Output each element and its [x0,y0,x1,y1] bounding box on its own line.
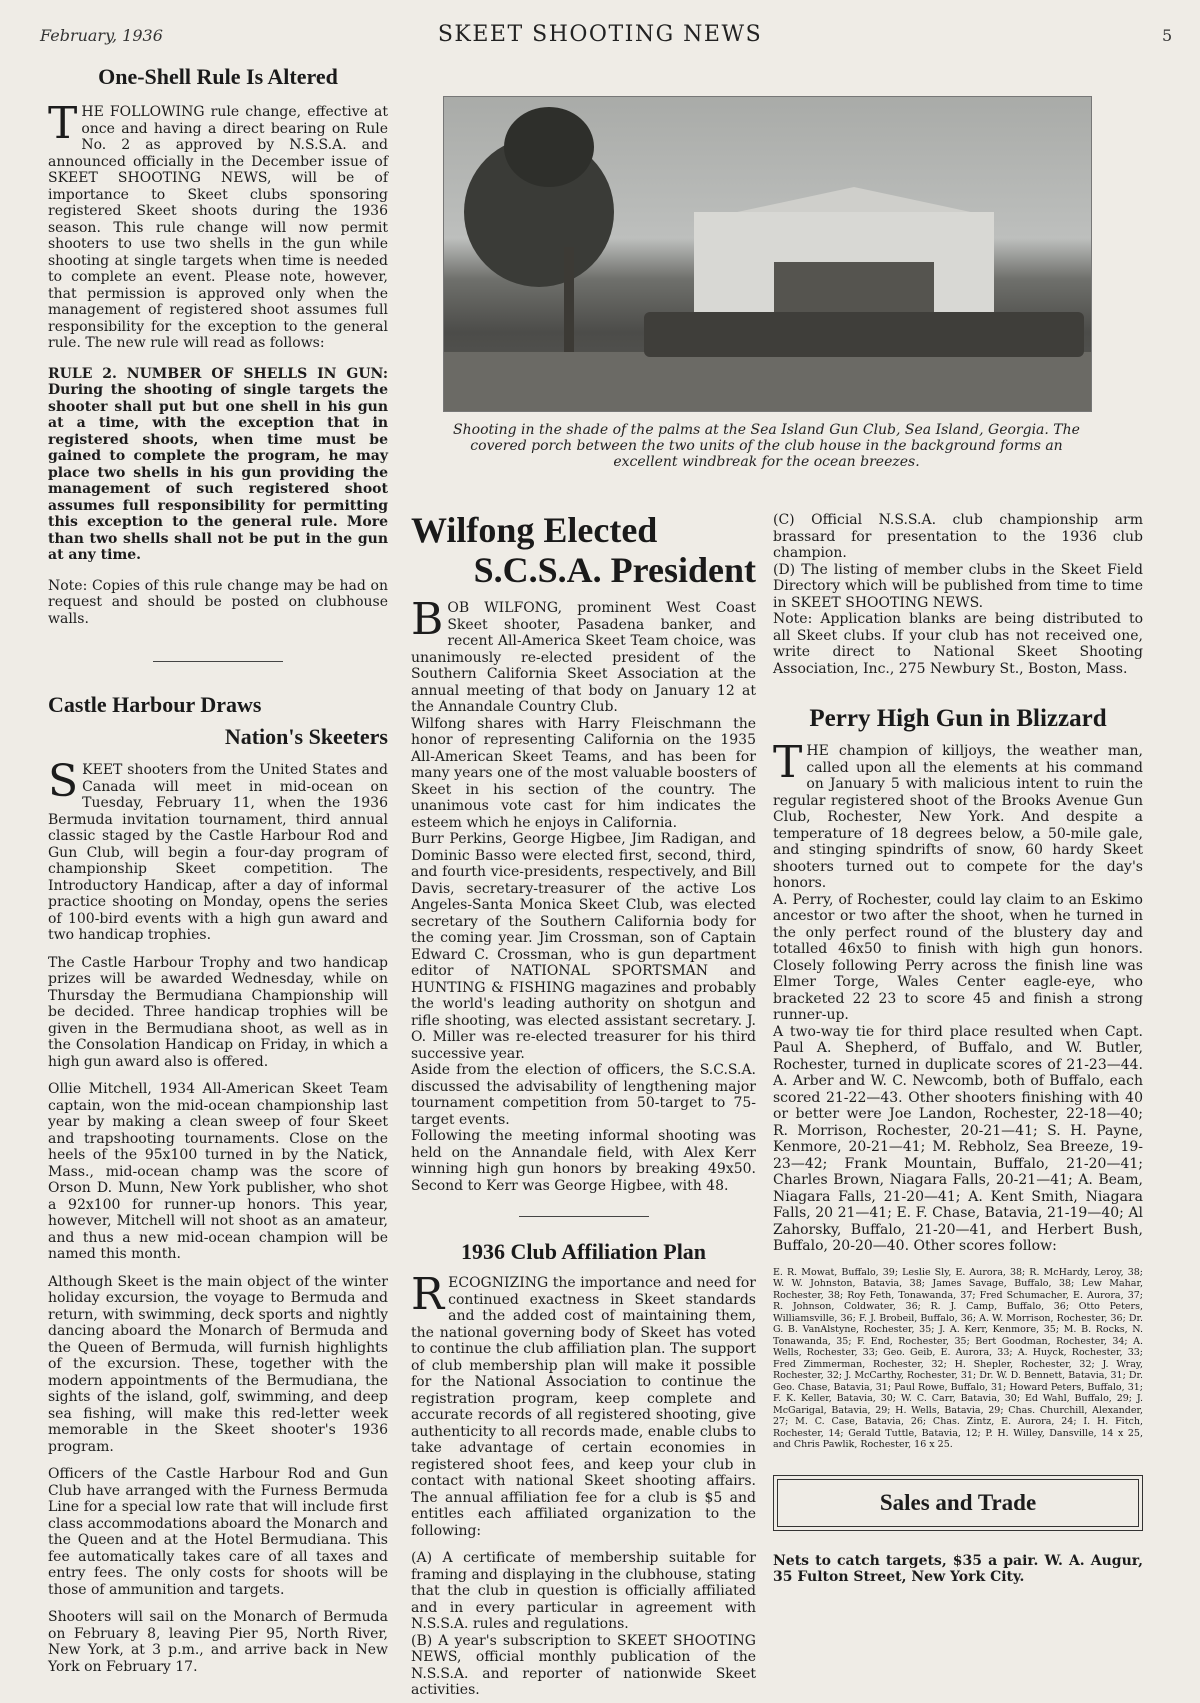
article-paragraph: A. Perry, of Rochester, could lay claim to an Eskimo ancestor or two after the shoot, when he turned in the only perfect round of the blustery day and totalled 46x50 to finish with high gun honors. Closely following Perry across the finish line was Elmer Torge, Wales Center eagle-eye, who bracketed 22 23 to score 45 and finish a strong runner-up. [773,891,1143,1023]
article-wilfong [411,510,756,1194]
article-one-shell-rule [48,64,388,627]
drop-cap: T [773,737,803,788]
article-paragraph: RECOGNIZING the importance and need for continued exactness in Skeet standards and the added cost of maintaining them, the national governing body of Skeet has voted to continue the club affiliation plan. The support of club membership plan will make it possible for the National Association to continue the registration program, keep complete and accurate records of all registered shooting, give authenticity to all records made, enable clubs to take advantage of certain economies in registered shoot fees, and keep your club in contact with national Skeet shooting affairs. The annual affiliation fee for a club is $5 and entitles each affiliated organization to the following: [411,1269,756,1539]
classified-ad: Nets to catch targets, $35 a pair. W. A. Augur, 35 Fulton Street, New York City. [773,1552,1143,1585]
article-paragraph: Aside from the election of officers, the S.C.S.A. discussed the advisability of lengthening major tournament competition from 50-target to 75-target events. [411,1062,756,1128]
drop-cap: T [48,98,78,149]
article-paragraph: Burr Perkins, George Higbee, Jim Radigan, and Dominic Basso were elected first, second, third, and fourth vice-presidents, respectively, and Bill Davis, secretary-treasurer of the active Los Angeles-Santa Monica Skeet Club, was elected secretary of the Southern California body for the coming year. Jim Crossman, son of Captain Edward C. Crossman, who is gun department editor of NATIONAL SPORTSMAN and HUNTING & FISHING magazines and probably the world's leading authority on shotgun and rifle shooting, was elected assistant secretary. J. O. Miller was re-elected treasurer for his third successive year. [411,831,756,1062]
page-number: 5 [1162,26,1173,45]
article-paragraph: (B) A year's subscription to SKEET SHOOTING NEWS, official monthly publication of the N.S.S.A. and reporter of nationwide Skeet activities. [411,1632,756,1698]
article-paragraph: BOB WILFONG, prominent West Coast Skeet shooter, Pasadena banker, and recent All-America Skeet Team choice, was unanimously re-elected president of the Southern California Skeet Association at the annual meeting of that body on January 12 at the Annandale Country Club. [411,594,756,715]
gun-club-photo [443,96,1092,412]
article-paragraph: Although Skeet is the main object of the winter holiday excursion, the voyage to Bermuda and return, with swimming, deck sports and nightly dancing aboard the Monarch of Bermuda and the Queen of Bermuda, will furnish highlights of the excursion. These, together with the modern appointments of the Bermudiana, the sights of the island, golf, swimming, and deep sea fishing, will make this red-letter week memorable in the Skeet shooter's 1936 program. [48,1273,388,1455]
article-paragraph: (D) The listing of member clubs in the Skeet Field Directory which will be published from time to time in SKEET SHOOTING NEWS. [773,561,1143,611]
article-paragraph: A two-way tie for third place resulted when Capt. Paul A. Shepherd, of Buffalo, and W. Butler, Rochester, turned in duplicate scores of 21-23—44. A. Arber and W. C. Newcomb, both of Buffalo, each scored 21-22—43. Other shooters finishing with 40 or better were Joe Landon, Rochester, 22-18—40; R. Morrison, Rochester, 20-21—41; S. H. Payne, Kenmore, 20-21—41; M. Rebholz, Sea Breeze, 19-23—42; Frank Mountain, Buffalo, 21-20—41; Charles Brown, Niagara Falls, 20-21—41; A. Beam, Niagara Falls, 21-20—41; A. Kent Smith, Niagara Falls, 20 21—41; E. F. Chase, Batavia, 21-19—40; Al Zahorsky, Buffalo, 21-20—41, and Herbert Bush, Buffalo, 20-20—40. Other scores follow: [773,1023,1143,1254]
photo-block [443,96,1090,470]
article-paragraph: Shooters will sail on the Monarch of Bermuda on February 8, leaving Pier 95, North River, New York, at 3 p.m., and arrive back in New York on February 17. [48,1609,388,1675]
article-paragraph: The Castle Harbour Trophy and two handicap prizes will be awarded Wednesday, while on Thursday the Bermudiana Championship will be decided. Three handicap trophies will be given in the Bermudiana shoot, as well as in the Consolation Handicap on Friday, in which a high gun award also is offered. [48,954,388,1070]
sales-title: Sales and Trade [777,1479,1139,1527]
article-paragraph: SKEET shooters from the United States and Canada will meet in mid-ocean on Tuesday, February 11, when the 1936 Bermuda invitation tournament, third annual classic staged by the Castle Harbour Rod and Gun Club, will begin a four-day program of championship Skeet competition. The Introductory Handicap, after a day of informal practice shooting on Monday, opens the series of 100-bird events with a high gun award and two handicap trophies. [48,756,388,943]
article-club-affiliation [411,1239,756,1699]
score-list: E. R. Mowat, Buffalo, 39; Leslie Sly, E. Aurora, 38; R. McHardy, Leroy, 38; W. W. Johnston, Batavia, 38; James Savage, Buffalo, 38; Lew Mahar, Rochester, 38; Roy Feth, Tonawanda, 37; Fred Schumacher, E. Aurora, 37; R. Johnson, Coldwater, 36; R. J. Camp, Buffalo, 36; Otto Peters, Williamsville, 36; F. J. Brobeil, Buffalo, 36; A. W. Morrison, Rochester, 36; Dr. G. B. VanAlstyne, Rochester, 35; J. A. Kerr, Kenmore, 35; M. B. Rocks, N. Tonawanda, 35; F. End, Rochester, 35; Bert Goodman, Rochester, 34; A. Wells, Rochester, 33; Geo. Geib, E. Aurora, 33; A. Huyck, Rochester, 33; Fred Zimmerman, Rochester, 32; H. Shepler, Rochester, 32; J. Wray, Rochester, 32; J. McCarthy, Rochester, 31; Dr. W. D. Bennett, Batavia, 31; Dr. Geo. Chase, Batavia, 31; Paul Rowe, Buffalo, 31; Howard Peters, Buffalo, 31; F. K. Keller, Batavia, 30; W. C. Carr, Batavia, 30; Ed Wahl, Buffalo, 29; J. McGarigal, Batavia, 29; H. Wells, Batavia, 29; Chas. Churchill, Alexander, 27; M. C. Case, Batavia, 26; Chas. Zintz, E. Aurora, 24; I. H. Fitch, Rochester, 14; Gerald Tuttle, Batavia, 12; P. H. Willey, Dansville, 14 x 25, and Chris Pawlik, Rochester, 16 x 25. [773,1266,1143,1450]
article-paragraph: (A) A certificate of membership suitable for framing and displaying in the clubhouse, stating that the club in question is officially affiliated and in every particular in agreement with N.S.S.A. rules and regulations. [411,1550,756,1632]
article-castle-harbour [48,692,388,1675]
palm-trunk [564,247,574,357]
photo-caption: Shooting in the shade of the palms at the Sea Island Gun Club, Sea Island, Georgia. The covered porch between the two units of the club house in the background forms an excellent windbreak for the ocean breezes. [453,422,1080,470]
article-paragraph: THE FOLLOWING rule change, effective at once and having a direct bearing on Rule No. 2 as approved by N.S.S.A. and announced officially in the December issue of SKEET SHOOTING NEWS, will be of importance to Skeet clubs sponsoring registered Skeet shoots during the 1936 season. This rule change will now permit shooters to use two shells in the gun while shooting at single targets when time is needed to complete an event. Please note, however, that permission is approved only when the management of registered shoot assumes full responsibility for the exception to the general rule. The new rule will read as follows: [48,98,388,351]
rule-text: RULE 2. NUMBER OF SHELLS IN GUN: During the shooting of single targets the shooter shall put but one shell in his gun at a time, with the exception that in registered shoots, when time must be gained to complete the program, he may place two shells in his gun providing the management of such registered shoot assumes full responsibility for permitting this exception to the general rule. More than two shells shall not be put in the gun at any time. [48,365,388,563]
divider [519,1216,649,1217]
column-middle [411,510,756,1699]
drop-cap: S [48,756,79,807]
article-paragraph: Officers of the Castle Harbour Rod and Gun Club have arranged with the Furness Bermuda Line for a special low rate that will include first class accommodations aboard the Monarch and the Queen and at the Hotel Bermudiana. This fee automatically takes care of all taxes and entry fees. The only costs for shoots will be those of ammunition and targets. [48,1466,388,1598]
column-left [48,58,388,1675]
drop-cap: B [411,594,444,645]
article-title-line2: S.C.S.A. President [473,550,756,590]
article-title-line1: Wilfong Elected [411,510,658,550]
article-note: Note: Copies of this rule change may be had on request and should be posted on clubhouse walls. [48,577,388,627]
article-note: Note: Application blanks are being distributed to all Skeet clubs. If your club has not received one, write direct to National Skeet Shooting Association, Inc., 275 Newbury St., Boston, Mass. [773,611,1143,677]
article-paragraph: Following the meeting informal shooting was held on the Annandale field, with Alex Kerr winning high gun honors by breaking 49x50. Second to Kerr was George Higbee, with 48. [411,1128,756,1194]
article-paragraph: (C) Official N.S.S.A. club championship arm brassard for presentation to the 1936 club champion. [773,512,1143,561]
article-perry [773,705,1143,1451]
article-title-line1: Castle Harbour Draws [48,692,262,717]
issue-date: February, 1936 [40,26,163,45]
masthead-title: SKEET SHOOTING NEWS [437,22,763,47]
crowd [644,312,1084,357]
article-title: 1936 Club Affiliation Plan [460,1239,707,1264]
divider [153,661,283,662]
article-paragraph: Wilfong shares with Harry Fleischmann the honor of representing California on the 1935 All-American Skeet Teams, and has been for many years one of the most valuable boosters of Skeet in his section of the country. The unanimous vote cast for him indicates the esteem which he enjoys in California. [411,715,756,831]
column-right [773,512,1143,1586]
sales-and-trade-box [773,1475,1143,1531]
article-affiliation-continued [773,512,1143,677]
ground [444,352,1091,411]
article-paragraph: Ollie Mitchell, 1934 All-American Skeet Team captain, won the mid-ocean championship last year by making a clean sweep of four Skeet and trapshooting tournaments. Close on the heels of the 95x100 turned in by the Natick, Mass., mid-ocean champ was the score of Orson D. Munn, New York publisher, who shot a 92x100 for runner-up honors. This year, however, Mitchell will not shoot as an amateur, and thus a new mid-ocean champion will be named this month. [48,1081,388,1262]
drop-cap: R [411,1269,445,1320]
palm-shape [504,107,594,187]
article-title: One-Shell Rule Is Altered [98,64,338,89]
article-title: Perry High Gun in Blizzard [809,705,1107,732]
article-paragraph: THE champion of killjoys, the weather man, called upon all the elements at his command on January 5 with malicious intent to ruin the regular registered shoot of the Brooks Avenue Gun Club, Rochester, New York. And despite a temperature of 18 degrees below, a 50-mile gale, and stinging spindrifts of snow, 60 hardy Skeet shooters turned out to compete for the day's honors. [773,737,1143,891]
article-title-line2: Nation's Skeeters [224,724,388,749]
